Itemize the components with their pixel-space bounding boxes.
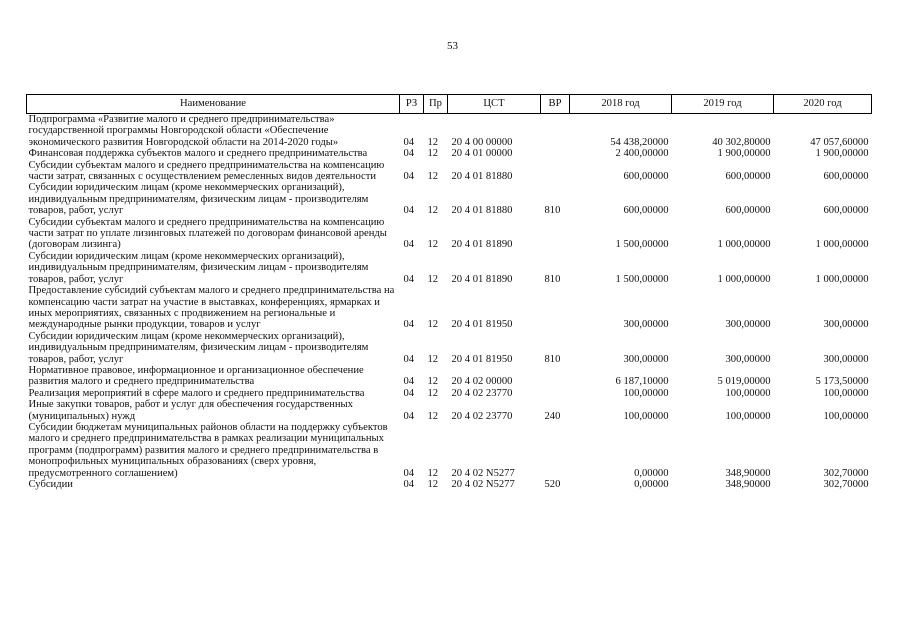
cell-vr bbox=[541, 114, 570, 149]
cell-y2018: 0,00000 bbox=[634, 479, 669, 490]
cell-pr: 12 bbox=[427, 319, 439, 331]
header-2020: 2020 год bbox=[774, 95, 872, 114]
cell-y2018: 100,00000 bbox=[623, 410, 669, 422]
cell-vr: 810 bbox=[544, 273, 561, 285]
table-row bbox=[27, 217, 872, 251]
cell-y2019: 600,00000 bbox=[725, 205, 771, 217]
cell-vr: 240 bbox=[544, 410, 561, 422]
cell-rz: 04 bbox=[403, 410, 415, 422]
cell-vr bbox=[541, 388, 570, 399]
cell-cst: 20 4 02 N5277 bbox=[451, 467, 515, 479]
cell-rz: 04 bbox=[403, 387, 415, 399]
cell-name: Субсидии субъектам малого и среднего предпринимательства на компенсацию части затрат по уплате лизинговых платежей по договорам финансовой аренды (договорам лизинга) bbox=[28, 216, 387, 251]
cell-name: Субсидии юридическим лицам (кроме некоммерческих организаций), индивидуальным предпринимателям, физическим лицам - производителям товаров, работ, услуг bbox=[28, 330, 369, 365]
cell-cst: 20 4 01 81890 bbox=[451, 239, 513, 251]
cell-y2018: 1 500,00000 bbox=[615, 239, 669, 251]
table-row bbox=[27, 182, 872, 216]
cell-y2019: 100,00000 bbox=[725, 387, 771, 399]
cell-y2018: 600,00000 bbox=[623, 205, 669, 217]
cell-cst: 20 4 01 00000 bbox=[451, 148, 513, 160]
table-header-row bbox=[27, 95, 872, 114]
cell-y2020: 302,70000 bbox=[823, 467, 869, 479]
table-body bbox=[27, 114, 872, 491]
cell-rz: 04 bbox=[403, 171, 415, 183]
cell-pr: 12 bbox=[427, 136, 439, 148]
cell-y2019: 348,90000 bbox=[725, 467, 771, 479]
cell-name: Предоставление субсидий субъектам малого и среднего предпринимательства на компенсацию части затрат на участие в выставках, конференциях, ярмарках и иных мероприятиях, связанных с продвижением на региональные и международные рынки продукции, товаров и услуг bbox=[28, 285, 395, 331]
cell-y2019: 1 900,00000 bbox=[717, 148, 771, 160]
cell-cst: 20 4 01 81880 bbox=[451, 171, 513, 183]
cell-cst: 20 4 02 N5277 bbox=[451, 479, 515, 490]
table-row bbox=[27, 422, 872, 479]
cell-y2018: 300,00000 bbox=[623, 353, 669, 365]
cell-pr: 12 bbox=[427, 205, 439, 217]
cell-y2018: 100,00000 bbox=[623, 387, 669, 399]
cell-y2018: 6 187,10000 bbox=[615, 376, 669, 388]
table-row bbox=[27, 285, 872, 331]
cell-y2020: 1 000,00000 bbox=[815, 273, 869, 285]
cell-y2018: 600,00000 bbox=[623, 171, 669, 183]
cell-cst: 20 4 02 23770 bbox=[451, 410, 513, 422]
cell-y2020: 100,00000 bbox=[823, 410, 869, 422]
cell-y2019: 100,00000 bbox=[725, 410, 771, 422]
cell-rz: 04 bbox=[403, 353, 415, 365]
cell-pr: 12 bbox=[427, 376, 439, 388]
cell-name: Субсидии юридическим лицам (кроме некоммерческих организаций), индивидуальным предпринимателям, физическим лицам - производителям товаров, работ, услуг bbox=[28, 182, 369, 217]
cell-pr: 12 bbox=[427, 353, 439, 365]
cell-pr: 12 bbox=[427, 171, 439, 183]
cell-y2018: 2 400,00000 bbox=[615, 148, 669, 160]
table-row bbox=[27, 388, 872, 399]
budget-table bbox=[26, 94, 872, 490]
cell-pr: 12 bbox=[427, 467, 439, 479]
header-name: Наименование bbox=[27, 95, 400, 114]
cell-cst: 20 4 01 81890 bbox=[451, 273, 513, 285]
header-vr: ВР bbox=[541, 95, 570, 114]
cell-cst: 20 4 02 00000 bbox=[451, 376, 513, 388]
cell-y2019: 300,00000 bbox=[725, 353, 771, 365]
cell-vr bbox=[541, 422, 570, 479]
cell-y2018: 0,00000 bbox=[634, 467, 669, 479]
cell-rz: 04 bbox=[403, 319, 415, 331]
cell-y2020: 1 900,00000 bbox=[815, 148, 869, 160]
cell-y2020: 47 057,60000 bbox=[810, 136, 869, 148]
cell-pr: 12 bbox=[427, 148, 439, 160]
cell-y2020: 600,00000 bbox=[823, 171, 869, 183]
cell-vr: 810 bbox=[544, 205, 561, 217]
cell-y2020: 1 000,00000 bbox=[815, 239, 869, 251]
cell-vr bbox=[541, 160, 570, 183]
cell-name: Иные закупки товаров, работ и услуг для обеспечения государственных (муниципальных) нужд bbox=[28, 399, 353, 422]
cell-name: Субсидии субъектам малого и среднего предпринимательства на компенсацию части затрат, связанных с осуществлением ремесленных видов деятельности bbox=[28, 159, 385, 183]
cell-pr: 12 bbox=[427, 479, 439, 490]
cell-name: Реализация мероприятий в сфере малого и среднего предпринимательства bbox=[28, 387, 365, 399]
page-number: 53 bbox=[447, 40, 458, 52]
cell-y2019: 5 019,00000 bbox=[717, 376, 771, 388]
header-rz: РЗ bbox=[400, 95, 424, 114]
cell-y2019: 40 302,80000 bbox=[712, 136, 771, 148]
cell-vr: 520 bbox=[544, 479, 561, 490]
cell-y2019: 300,00000 bbox=[725, 319, 771, 331]
cell-cst: 20 4 01 81880 bbox=[451, 205, 513, 217]
cell-y2020: 300,00000 bbox=[823, 353, 869, 365]
cell-pr: 12 bbox=[427, 239, 439, 251]
table-row bbox=[27, 160, 872, 183]
cell-cst: 20 4 00 00000 bbox=[451, 136, 513, 148]
header-2019: 2019 год bbox=[672, 95, 774, 114]
cell-y2020: 5 173,50000 bbox=[815, 376, 869, 388]
cell-rz: 04 bbox=[403, 239, 415, 251]
cell-cst: 20 4 01 81950 bbox=[451, 319, 513, 331]
cell-pr: 12 bbox=[427, 273, 439, 285]
cell-y2019: 600,00000 bbox=[725, 171, 771, 183]
table-row bbox=[27, 148, 872, 159]
table-row bbox=[27, 114, 872, 149]
cell-name: Нормативное правовое, информационное и организационное обеспечение развития малого и среднего предпринимательства bbox=[28, 364, 364, 388]
cell-vr bbox=[541, 365, 570, 388]
cell-y2019: 348,90000 bbox=[725, 479, 771, 490]
cell-rz: 04 bbox=[403, 148, 415, 160]
table-row bbox=[27, 479, 872, 490]
cell-y2020: 100,00000 bbox=[823, 387, 869, 399]
cell-y2020: 302,70000 bbox=[823, 479, 869, 490]
cell-name: Подпрограмма «Развитие малого и среднего предпринимательства» государственной программы Новгородской области «Обеспечение экономического развития Новгородской области на 2014-2020 годы» bbox=[28, 114, 339, 148]
cell-cst: 20 4 02 23770 bbox=[451, 387, 513, 399]
header-pr: Пр bbox=[424, 95, 448, 114]
header-2018: 2018 год bbox=[570, 95, 672, 114]
cell-vr: 810 bbox=[544, 353, 561, 365]
cell-y2018: 1 500,00000 bbox=[615, 273, 669, 285]
cell-rz: 04 bbox=[403, 136, 415, 148]
header-cst: ЦСТ bbox=[448, 95, 541, 114]
cell-pr: 12 bbox=[427, 410, 439, 422]
cell-name: Финансовая поддержка субъектов малого и среднего предпринимательства bbox=[28, 148, 368, 160]
table-row bbox=[27, 251, 872, 285]
cell-y2020: 300,00000 bbox=[823, 319, 869, 331]
cell-vr bbox=[541, 148, 570, 159]
table-row bbox=[27, 399, 872, 422]
cell-rz: 04 bbox=[403, 205, 415, 217]
cell-name: Субсидии бюджетам муниципальных районов области на поддержку субъектов малого и среднего предпринимательства в рамках реализации муниципальных программ (подпрограмм) развития малого и среднего предпринимательства в монопрофильных муниципальных образованиях (сверх уровня, предусмотренного соглашением) bbox=[28, 421, 388, 479]
table-row bbox=[27, 365, 872, 388]
table-row bbox=[27, 331, 872, 365]
cell-name: Субсидии bbox=[28, 479, 73, 490]
cell-cst: 20 4 01 81950 bbox=[451, 353, 513, 365]
cell-rz: 04 bbox=[403, 376, 415, 388]
cell-vr bbox=[541, 285, 570, 331]
cell-rz: 04 bbox=[403, 273, 415, 285]
cell-y2019: 1 000,00000 bbox=[717, 273, 771, 285]
cell-pr: 12 bbox=[427, 387, 439, 399]
cell-rz: 04 bbox=[403, 479, 415, 490]
cell-y2018: 300,00000 bbox=[623, 319, 669, 331]
cell-y2020: 600,00000 bbox=[823, 205, 869, 217]
cell-y2019: 1 000,00000 bbox=[717, 239, 771, 251]
cell-rz: 04 bbox=[403, 467, 415, 479]
cell-vr bbox=[541, 217, 570, 251]
cell-y2018: 54 438,20000 bbox=[610, 136, 669, 148]
cell-name: Субсидии юридическим лицам (кроме некоммерческих организаций), индивидуальным предпринимателям, физическим лицам - производителям товаров, работ, услуг bbox=[28, 250, 369, 285]
